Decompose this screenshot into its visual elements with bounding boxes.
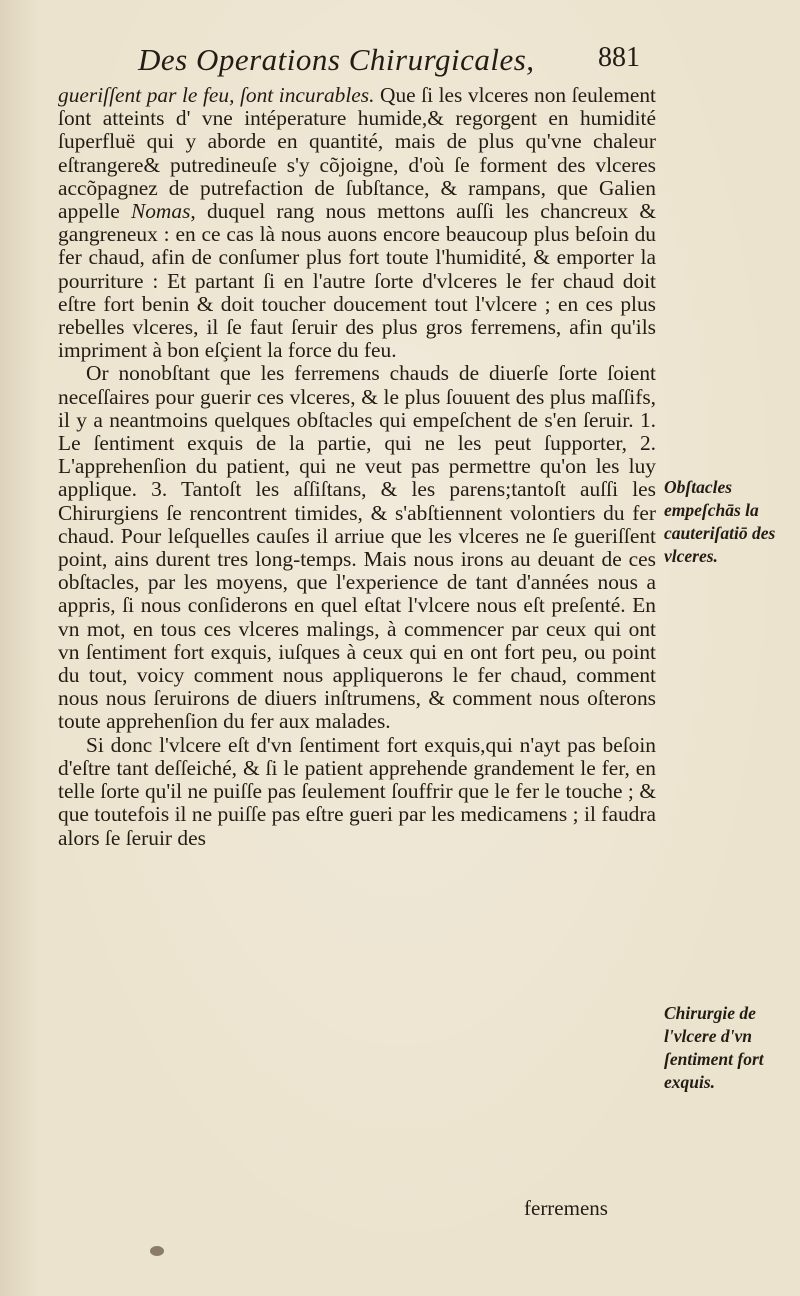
paragraph-3: Si donc l'vlcere eſt d'vn ſentiment fort exquis,qui n'ayt pas beſoin d'eſtre tant deſſeiché, & ſi le patient apprehende grandement le fer, en telle ſorte qu'il ne puiſſe pas ſeulement ſouffrir que le fer le touche ; & que toutefois il ne puiſſe pas eſtre gueri par les medicamens ; il faudra alors ſe ſeruir des	[58, 732, 656, 850]
catchword: ferremens	[524, 1196, 608, 1220]
page-number: 881	[598, 42, 640, 73]
paragraph-1	[58, 84, 656, 362]
margin-note-obstacles: Obſtacles empeſchās la cauteriſatiō des vlceres.	[664, 477, 776, 566]
paragraph-1-ending: , duquel rang nous mettons auſſi les chancreux & gangreneux : en ce cas là nous auons encore beaucoup plus beſoin du fer chaud, afin de conſumer plus fort toute l'humidité, & emporter la pourriture : Et partant ſi en l'autre ſorte d'vlceres le fer chaud doit eſtre fort benin & doit toucher doucement tout l'vlcere ; en ces plus rebelles vlceres, il ſe faut ſeruir des plus gros ferremens, afin qu'ils impriment à bon eſçient la force du feu.	[58, 199, 656, 363]
running-title: Des Operations Chirurgicales,	[138, 42, 535, 77]
main-text-block	[58, 84, 656, 850]
ink-stain	[150, 1246, 164, 1256]
paragraph-1-text: Que ſi les vlceres non ſeulement ſont atteints d' vne intéperature humide,& regorgent en humidité ſuperfluë qui y aborde en quantité, mais de plus qu'vne chaleur eſtrangere& putredineuſe s'y cõjoigne, d'où ſe forment des vlceres accõpagnez de putrefaction de ſubſtance, & rampans, que Galien appelle	[58, 83, 656, 224]
nomas-term: Nomas	[130, 199, 191, 224]
margin-note-surgery: Chirurgie de l'vlcere d'vn ſentiment fort exquis.	[664, 1003, 764, 1092]
paragraph-1-italic-opening: gueriſſent par le feu, ſont incurables.	[58, 83, 375, 107]
paragraph-2: Or nonobſtant que les ferremens chauds de diuerſe ſorte ſoient neceſſaires pour guerir ces vlceres, & le plus ſouuent des plus maſſifs, il y a neantmoins quelques obſtacles qui empeſchent de s'en ſeruir. 1. Le ſentiment exquis de la partie, qui ne les peut ſupporter, 2. L'apprehenſion du patient, qui ne veut pas permettre qu'on les luy applique. 3. Tantoſt les aſſiſtans, & les parens;tantoſt auſſi les Chirurgiens ſe rencontrent timides, & s'abſtiennent volontiers du fer chaud. Pour leſquelles cauſes il arriue que les vlceres ne ſe gueriſſent point, ains durent tres long-temps. Mais nous irons au deuant de ces obſtacles, par les moyens, que l'experience de tant d'années nous a appris, ſi nous conſiderons en quel eſtat l'vlcere nous eſt preſenté. En vn mot, en tous ces vlceres malings, à commencer par ceux qui ont vn ſentiment fort exquis, iuſques à ceux qui en ont fort peu, ou point du tout, voicy comment nous appliquerons le fer chaud, comment nous nous ſeruirons de diuers inſtrumens, & comment nous oſterons toute apprehenſion du fer aux malades.	[58, 361, 656, 734]
